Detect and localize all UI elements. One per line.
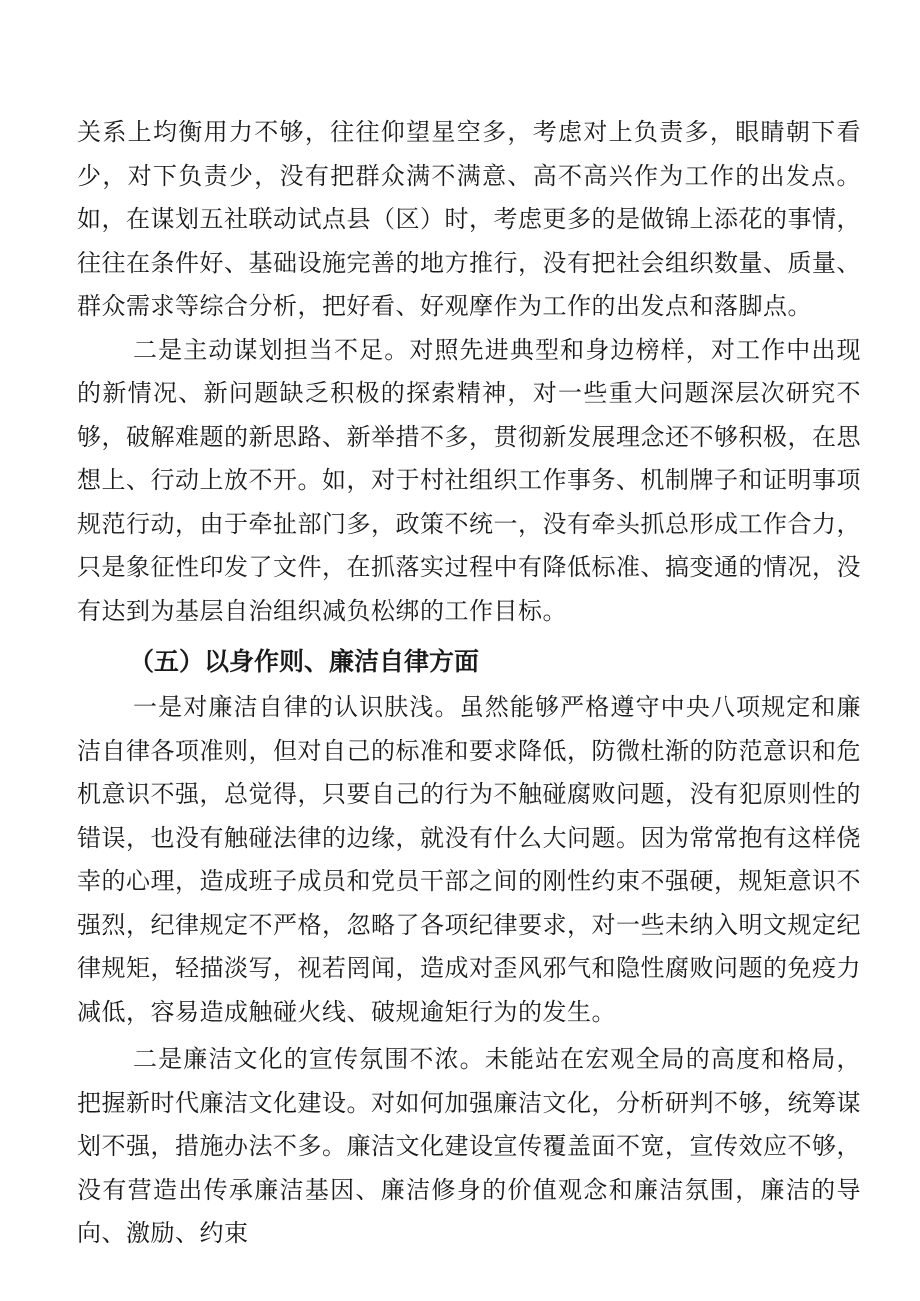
paragraph-self-discipline: 一是对廉洁自律的认识肤浅。虽然能够严格遵守中央八项规定和廉洁自律各项准则，但对自己的标准和要求降低，防微杜渐的防范意识和危机意识不强，总觉得，只要自己的行为不触碰腐败问题，没有犯原则性的错误，也没有触碰法律的边缘，就没有什么大问题。因为常常抱有这样侥幸的心理，造成班子成员和党员干部之间的刚性约束不强硬，规矩意识不强烈，纪律规定不严格，忽略了各项纪律要求，对一些未纳入明文规定纪律规矩，轻描淡写，视若罔闻，造成对歪风邪气和隐性腐败问题的免疫力减低，容易造成触碰火线、破规逾矩行为的发生。 (77, 693, 861, 1026)
paragraph-integrity-culture: 二是廉洁文化的宣传氛围不浓。未能站在宏观全局的高度和格局，把握新时代廉洁文化建设。对如何加强廉洁文化，分析研判不够，统筹谋划不强，措施办法不多。廉洁文化建设宣传覆盖面不宽，宣传效应不够，没有营造出传承廉洁基因、廉洁修身的价值观念和廉洁氛围，廉洁的导向、激励、约束 (77, 1045, 861, 1247)
paragraph-continued: 关系上均衡用力不够，往往仰望星空多，考虑对上负责多，眼睛朝下看少，对下负责少，没有把群众满不满意、高不高兴作为工作的出发点。如，在谋划五社联动试点县（区）时，考虑更多的是做锦上添花的事情，往往在条件好、基础设施完善的地方推行，没有把社会组织数量、质量、群众需求等综合分析，把好看、好观摩作为工作的出发点和落脚点。 (77, 118, 861, 320)
section-heading: （五）以身作则、廉洁自律方面 (129, 647, 480, 676)
document-body (77, 111, 861, 1256)
paragraph-initiative: 二是主动谋划担当不足。对照先进典型和身边榜样，对工作中出现的新情况、新问题缺乏积极的探索精神，对一些重大问题深层次研究不够，破解难题的新思路、新举措不多，贯彻新发展理念还不够积极，在思想上、行动上放不开。如，对于村社组织工作事务、机制牌子和证明事项规范行动，由于牵扯部门多，政策不统一，没有牵头抓总形成工作合力，只是象征性印发了文件，在抓落实过程中有降低标准、搞变通的情况，没有达到为基层自治组织减负松绑的工作目标。 (77, 335, 861, 625)
